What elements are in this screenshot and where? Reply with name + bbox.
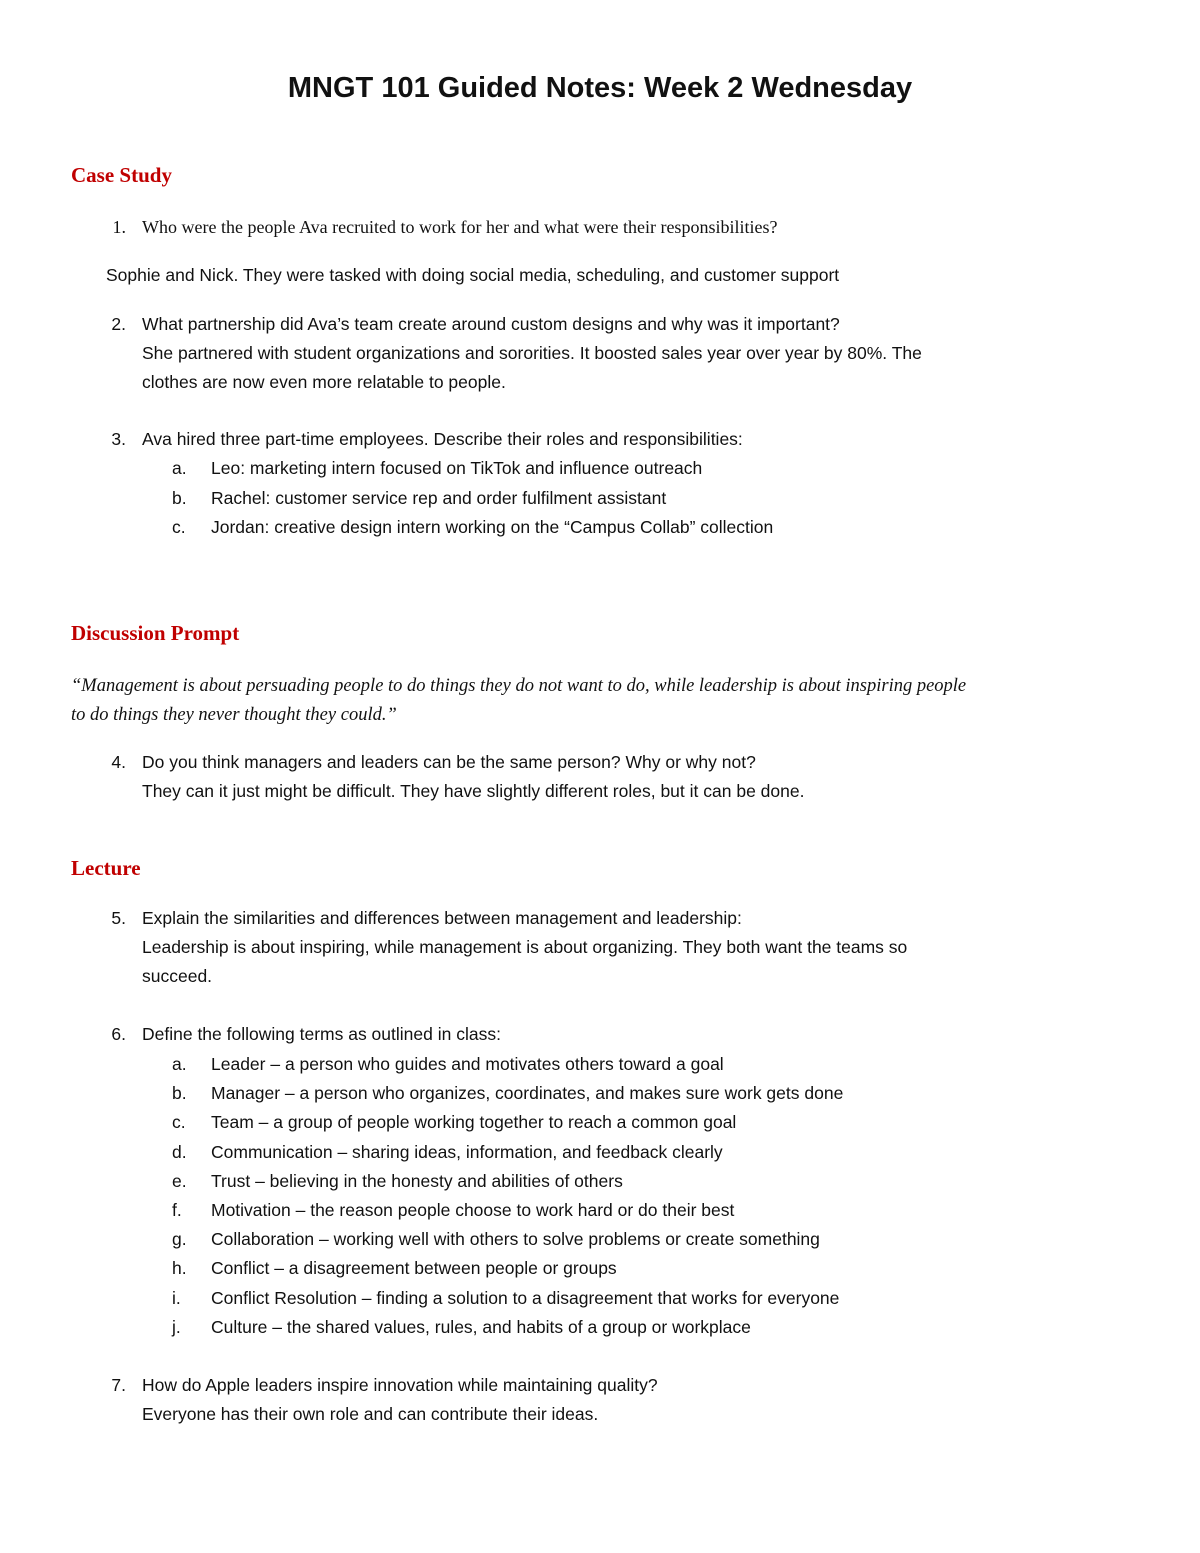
- question-4: Do you think managers and leaders can be the same person? Why or why not?: [142, 752, 756, 772]
- list-item-letter: a.: [172, 458, 187, 478]
- question-2: What partnership did Ava’s team create around custom designs and why was it important?: [142, 314, 840, 334]
- quote-line-1: “Management is about persuading people to do things they do not want to do, while leadership is about inspiring people: [71, 676, 967, 696]
- list-item-letter: f.: [172, 1200, 182, 1220]
- term-motivation: Motivation – the reason people choose to work hard or do their best: [211, 1200, 735, 1220]
- question-number-2: 2.: [111, 314, 126, 334]
- list-item-letter: c.: [172, 517, 186, 537]
- list-item-letter: b.: [172, 1083, 187, 1103]
- heading-discussion-prompt: Discussion Prompt: [71, 621, 240, 645]
- term-leader: Leader – a person who guides and motivates others toward a goal: [211, 1054, 724, 1074]
- question-number-4: 4.: [111, 752, 126, 772]
- answer-1: Sophie and Nick. They were tasked with doing social media, scheduling, and customer support: [106, 265, 840, 285]
- term-culture: Culture – the shared values, rules, and habits of a group or workplace: [211, 1317, 751, 1337]
- term-collaboration: Collaboration – working well with others to solve problems or create something: [211, 1229, 820, 1249]
- term-communication: Communication – sharing ideas, information, and feedback clearly: [211, 1142, 723, 1162]
- question-5: Explain the similarities and differences between management and leadership:: [142, 908, 742, 928]
- list-item: Leo: marketing intern focused on TikTok and influence outreach: [211, 458, 703, 478]
- term-trust: Trust – believing in the honesty and abilities of others: [211, 1171, 623, 1191]
- list-item-letter: j.: [172, 1317, 181, 1337]
- term-team: Team – a group of people working together to reach a common goal: [211, 1112, 737, 1132]
- question-6: Define the following terms as outlined in class:: [142, 1024, 501, 1044]
- question-3: Ava hired three part-time employees. Describe their roles and responsibilities:: [142, 429, 743, 449]
- term-conflict-resolution: Conflict Resolution – finding a solution to a disagreement that works for everyone: [211, 1288, 840, 1308]
- answer-7: Everyone has their own role and can contribute their ideas.: [142, 1404, 599, 1424]
- question-number-6: 6.: [111, 1024, 126, 1044]
- list-item-letter: h.: [172, 1258, 187, 1278]
- heading-lecture: Lecture: [71, 856, 141, 880]
- list-item-letter: g.: [172, 1229, 187, 1249]
- question-number-5: 5.: [111, 908, 126, 928]
- question-number-3: 3.: [111, 429, 126, 449]
- quote-line-2: to do things they never thought they could.”: [71, 705, 397, 725]
- term-conflict: Conflict – a disagreement between people or groups: [211, 1258, 617, 1278]
- list-item-letter: c.: [172, 1112, 186, 1132]
- answer-2-line-2: clothes are now even more relatable to people.: [142, 372, 506, 392]
- list-item-letter: b.: [172, 488, 187, 508]
- page-title: MNGT 101 Guided Notes: Week 2 Wednesday: [287, 72, 913, 104]
- list-item: Jordan: creative design intern working on the “Campus Collab” collection: [211, 517, 774, 537]
- answer-5-line-1: Leadership is about inspiring, while management is about organizing. They both want the teams so: [142, 937, 908, 957]
- answer-2-line-1: She partnered with student organizations and sororities. It boosted sales year over year by 80%. The: [142, 343, 922, 363]
- question-1: Who were the people Ava recruited to work for her and what were their responsibilities?: [142, 217, 778, 237]
- question-7: How do Apple leaders inspire innovation while maintaining quality?: [142, 1375, 658, 1395]
- answer-5-line-2: succeed.: [142, 966, 213, 986]
- answer-4: They can it just might be difficult. They have slightly different roles, but it can be done.: [142, 781, 805, 801]
- question-number-1: 1.: [112, 217, 126, 237]
- list-item-letter: e.: [172, 1171, 187, 1191]
- list-item-letter: d.: [172, 1142, 187, 1162]
- list-item-letter: i.: [172, 1288, 181, 1308]
- list-item-letter: a.: [172, 1054, 187, 1074]
- list-item: Rachel: customer service rep and order fulfilment assistant: [211, 488, 667, 508]
- term-manager: Manager – a person who organizes, coordinates, and makes sure work gets done: [211, 1083, 844, 1103]
- heading-case-study: Case Study: [71, 163, 172, 187]
- question-number-7: 7.: [111, 1375, 126, 1395]
